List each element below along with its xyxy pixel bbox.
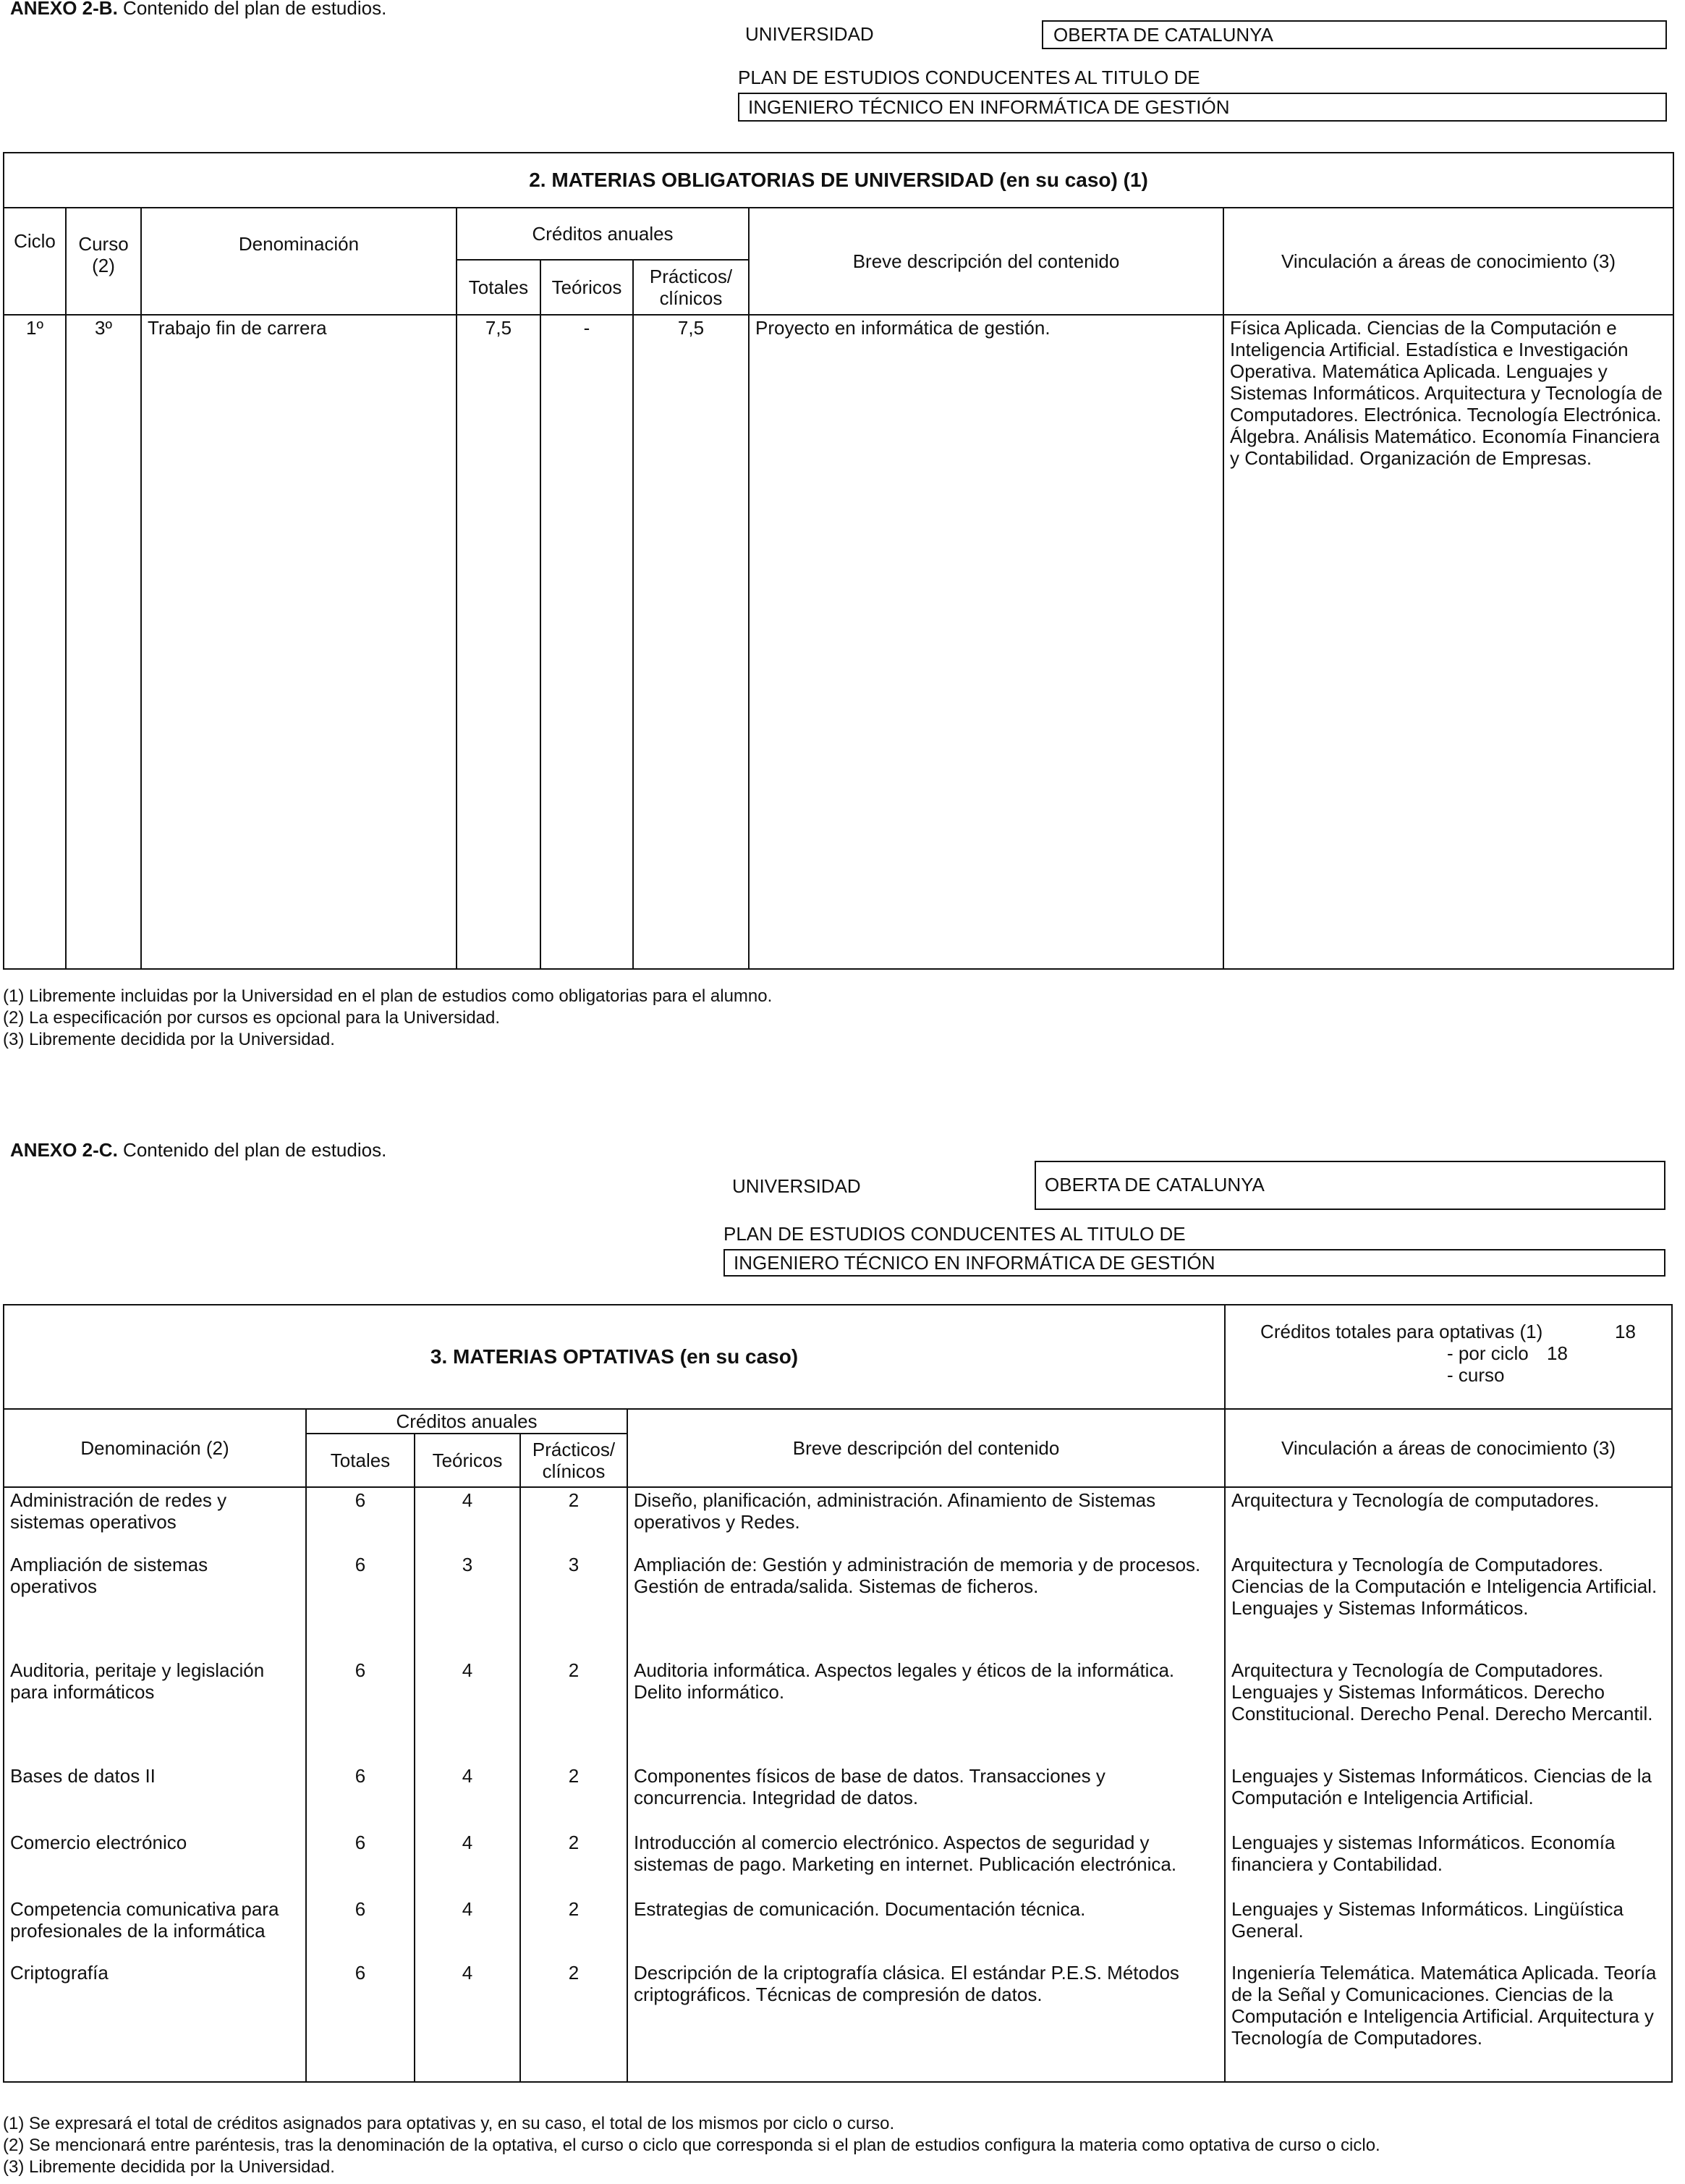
cell-teoricos: 4 (415, 1897, 520, 1960)
cell-teoricos: 4 (415, 1487, 520, 1552)
cell-teoricos: 4 (415, 1764, 520, 1830)
cell-practicos: 2 (520, 1960, 627, 2082)
cell-denominacion: Ampliación de sistemas operativos (4, 1552, 306, 1658)
cell-ciclo: 1º (4, 315, 66, 969)
cell-denominacion: Administración de redes y sistemas operativos (4, 1487, 306, 1552)
header-teoricos: Teóricos (415, 1434, 520, 1487)
cell-curso: 3º (66, 315, 141, 969)
annex-b-university-box (1042, 20, 1667, 49)
annex-c-notes (3, 2113, 1380, 2178)
annex-c-plan-box (723, 1249, 1665, 1277)
annex-b-note-3: (3) Libremente decidida por la Universidad. (3, 1030, 335, 1049)
annex-c-table-title: 3. MATERIAS OPTATIVAS (en su caso) (4, 1305, 1225, 1409)
cell-descripcion: Estrategias de comunicación. Documentación técnica. (627, 1897, 1225, 1960)
annex-c-university-value: OBERTA DE CATALUNYA (1045, 1174, 1265, 1195)
cell-teoricos: 4 (415, 1830, 520, 1897)
annex-c-table (3, 1304, 1673, 2083)
credits-total-value: 18 (1615, 1321, 1636, 1342)
cell-denominacion: Bases de datos II (4, 1764, 306, 1830)
annex-c-note-3: (3) Libremente decidida por la Universidad. (3, 2157, 335, 2177)
cell-denominacion: Trabajo fin de carrera (141, 315, 457, 969)
cell-vinculacion: Lenguajes y Sistemas Informáticos. Ciencias de la Computación e Inteligencia Artificial. (1225, 1764, 1672, 1830)
cell-denominacion: Auditoria, peritaje y legislación para informáticos (4, 1658, 306, 1764)
credits-ciclo-value: 18 (1547, 1342, 1568, 1364)
cell-totales: 6 (306, 1658, 415, 1764)
cell-teoricos: 4 (415, 1658, 520, 1764)
cell-practicos: 2 (520, 1487, 627, 1552)
cell-totales: 6 (306, 1830, 415, 1897)
cell-vinculacion: Arquitectura y Tecnología de computadores. (1225, 1487, 1672, 1552)
header-ciclo: Ciclo (4, 208, 66, 315)
header-descripcion: Breve descripción del contenido (749, 208, 1223, 315)
header-totales: Totales (457, 260, 540, 315)
annex-c-subtitle: Contenido del plan de estudios. (123, 1139, 387, 1161)
cell-descripcion: Ampliación de: Gestión y administración de memoria y de procesos. Gestión de entrada/salida. Sistemas de ficheros. (627, 1552, 1225, 1658)
cell-practicos: 2 (520, 1830, 627, 1897)
table-row (4, 1764, 1672, 1830)
annex-b-notes (3, 986, 772, 1051)
header-practicos: Prácticos/ clínicos (633, 260, 749, 315)
annex-b-heading (10, 0, 386, 19)
table-row (4, 1897, 1672, 1960)
cell-totales: 6 (306, 1552, 415, 1658)
header-descripcion: Breve descripción del contenido (627, 1409, 1225, 1487)
cell-descripcion: Descripción de la criptografía clásica. El estándar P.E.S. Métodos criptográficos. Técnicas de compresión de datos. (627, 1960, 1225, 2082)
table-row (4, 1960, 1672, 2082)
cell-totales: 6 (306, 1960, 415, 2082)
annex-c-label: ANEXO 2-C. (10, 1139, 118, 1161)
cell-teoricos: - (540, 315, 633, 969)
credits-ciclo-label: - por ciclo (1447, 1342, 1529, 1364)
cell-totales: 7,5 (457, 315, 540, 969)
annex-c-plan-label: PLAN DE ESTUDIOS CONDUCENTES AL TITULO DE (723, 1223, 1186, 1245)
cell-teoricos: 3 (415, 1552, 520, 1658)
table-row (4, 1552, 1672, 1658)
table-row (4, 1658, 1672, 1764)
table-row (4, 1830, 1672, 1897)
table-row (4, 1487, 1672, 1552)
cell-totales: 6 (306, 1487, 415, 1552)
annex-c-university-box (1035, 1161, 1665, 1210)
header-denominacion: Denominación (141, 208, 457, 315)
annex-b-plan-box (738, 93, 1667, 122)
cell-descripcion: Introducción al comercio electrónico. Aspectos de seguridad y sistemas de pago. Marketing en internet. Publicación electrónica. (627, 1830, 1225, 1897)
cell-descripcion: Auditoria informática. Aspectos legales y éticos de la informática. Delito informático. (627, 1658, 1225, 1764)
cell-vinculacion: Lenguajes y sistemas Informáticos. Economía financiera y Contabilidad. (1225, 1830, 1672, 1897)
cell-descripcion: Componentes físicos de base de datos. Transacciones y concurrencia. Integridad de datos. (627, 1764, 1225, 1830)
annex-b-plan-value: INGENIERO TÉCNICO EN INFORMÁTICA DE GESTIÓN (748, 96, 1230, 118)
annex-b-university-label: UNIVERSIDAD (745, 23, 874, 45)
cell-totales: 6 (306, 1897, 415, 1960)
annex-c-note-1: (1) Se expresará el total de créditos asignados para optativas y, en su caso, el total de los mismos por ciclo o curso. (3, 2114, 895, 2133)
table-row (4, 315, 1673, 969)
annex-b-plan-label: PLAN DE ESTUDIOS CONDUCENTES AL TITULO DE (738, 67, 1200, 88)
cell-descripcion: Diseño, planificación, administración. Afinamiento de Sistemas operativos y Redes. (627, 1487, 1225, 1552)
annex-c-plan-value: INGENIERO TÉCNICO EN INFORMÁTICA DE GESTIÓN (734, 1252, 1215, 1274)
cell-practicos: 7,5 (633, 315, 749, 969)
header-creditos: Créditos anuales (306, 1409, 627, 1434)
cell-practicos: 2 (520, 1764, 627, 1830)
cell-practicos: 3 (520, 1552, 627, 1658)
header-denominacion: Denominación (2) (4, 1409, 306, 1487)
cell-vinculacion: Arquitectura y Tecnología de Computadores. Ciencias de la Computación e Inteligencia Artificial. Lenguajes y Sistemas Informáticos. (1225, 1552, 1672, 1658)
annex-b-note-1: (1) Libremente incluidas por la Universidad en el plan de estudios como obligatorias para el alumno. (3, 986, 773, 1006)
header-vinculacion: Vinculación a áreas de conocimiento (3) (1225, 1409, 1672, 1487)
cell-vinculacion: Lenguajes y Sistemas Informáticos. Lingüística General. (1225, 1897, 1672, 1960)
annex-b-label: ANEXO 2-B. (10, 0, 118, 19)
annex-b-note-2: (2) La especificación por cursos es opcional para la Universidad. (3, 1008, 501, 1028)
cell-teoricos: 4 (415, 1960, 520, 2082)
annex-b-table-title: 2. MATERIAS OBLIGATORIAS DE UNIVERSIDAD (en su caso) (1) (4, 153, 1673, 208)
annex-c-university-label: UNIVERSIDAD (732, 1175, 861, 1197)
credits-box (1225, 1305, 1672, 1409)
cell-practicos: 2 (520, 1897, 627, 1960)
annex-b-subtitle: Contenido del plan de estudios. (123, 0, 387, 19)
annex-c-heading (10, 1139, 386, 1161)
cell-vinculacion: Física Aplicada. Ciencias de la Computación e Inteligencia Artificial. Estadística e Investigación Operativa. Matemática Aplicada. Lenguajes y Sistemas Informáticos. Arquitectura y Tecnología de Computadores. Electrónica. Tecnología Electrónica. Álgebra. Análisis Matemático. Economía Financiera y Contabilidad. Organización de Empresas. (1223, 315, 1673, 969)
header-totales: Totales (306, 1434, 415, 1487)
cell-descripcion: Proyecto en informática de gestión. (749, 315, 1223, 969)
header-curso: Curso (2) (66, 208, 141, 315)
cell-denominacion: Competencia comunicativa para profesionales de la informática (4, 1897, 306, 1960)
cell-denominacion: Criptografía (4, 1960, 306, 2082)
cell-practicos: 2 (520, 1658, 627, 1764)
cell-denominacion: Comercio electrónico (4, 1830, 306, 1897)
credits-curso-label: - curso (1447, 1364, 1505, 1386)
header-teoricos: Teóricos (540, 260, 633, 315)
annex-c-note-2: (2) Se mencionará entre paréntesis, tras la denominación de la optativa, el curso o ciclo que corresponda si el plan de estudios configura la materia como optativa de curso o ciclo. (3, 2136, 1380, 2155)
credits-total-label: Créditos totales para optativas (1) (1260, 1321, 1543, 1342)
cell-vinculacion: Arquitectura y Tecnología de Computadores. Lenguajes y Sistemas Informáticos. Derecho Constitucional. Derecho Penal. Derecho Mercantil. (1225, 1658, 1672, 1764)
header-practicos: Prácticos/ clínicos (520, 1434, 627, 1487)
header-vinculacion: Vinculación a áreas de conocimiento (3) (1223, 208, 1673, 315)
annex-b-table (3, 152, 1674, 970)
cell-totales: 6 (306, 1764, 415, 1830)
header-creditos: Créditos anuales (457, 208, 749, 260)
annex-b-university-value: OBERTA DE CATALUNYA (1053, 24, 1273, 46)
cell-vinculacion: Ingeniería Telemática. Matemática Aplicada. Teoría de la Señal y Comunicaciones. Ciencias de la Computación e Inteligencia Artificial. Arquitectura y Tecnología de Computadores. (1225, 1960, 1672, 2082)
